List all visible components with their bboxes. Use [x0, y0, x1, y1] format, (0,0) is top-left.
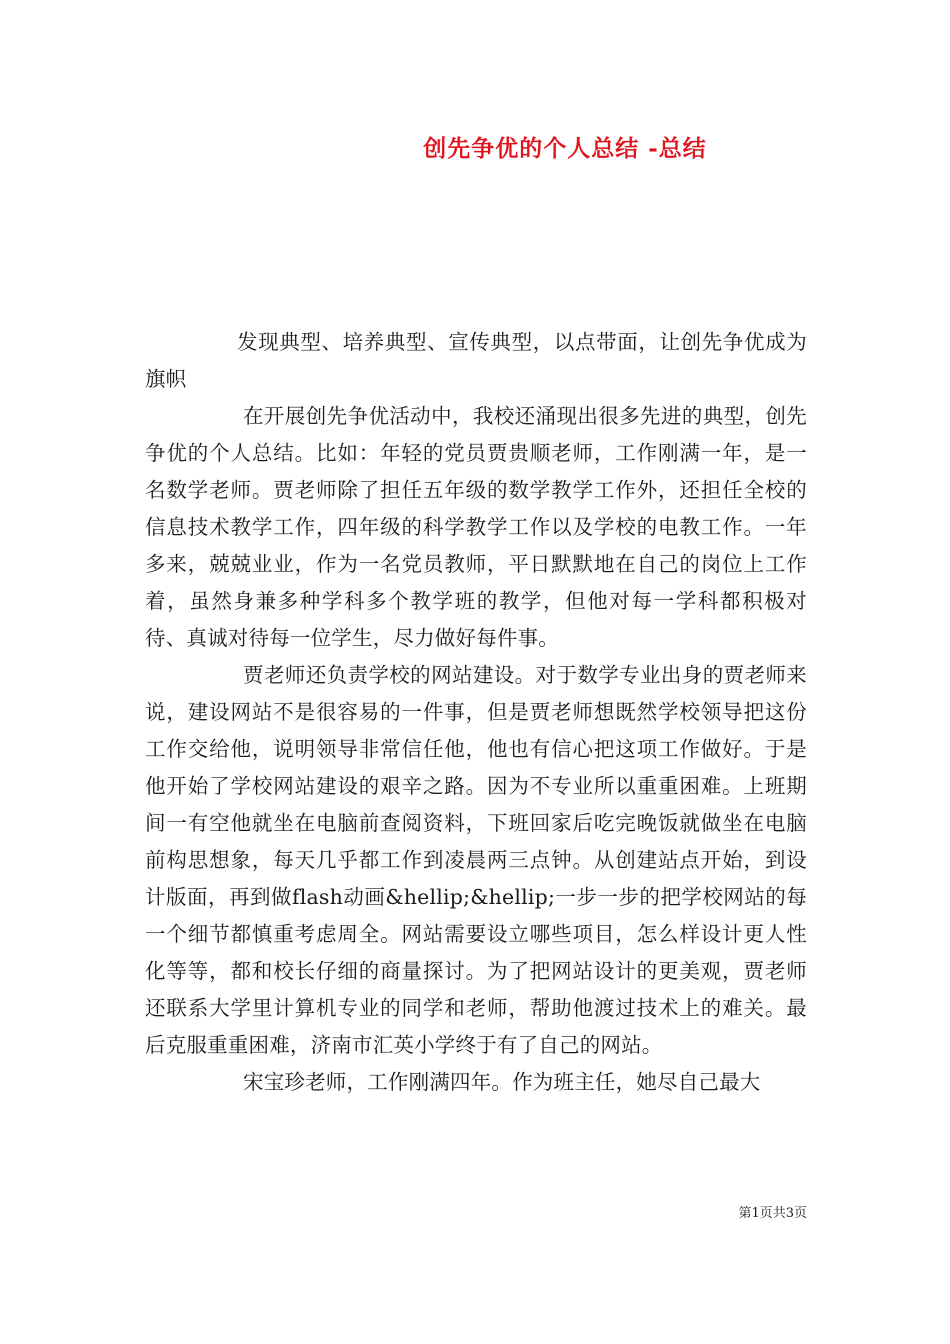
paragraph-3: 贾老师还负责学校的网站建设。对于数学专业出身的贾老师来说，建设网站不是很容易的一件事，但是贾老师想既然学校领导把这份工作交给他，说明领导非常信任他，他也有信心把这项工作做好。于是他开始了学校网站建设的艰辛之路。因为不专业所以重重困难。上班期间一有空他就坐在电脑前查阅资料，下班回家后吃完晚饭就做坐在电脑前构思想象，每天几乎都工作到凌晨两三点钟。从创建站点开始，到设计版面，再到做flash动画&hellip;&hellip;一步一步的把学校网站的每一个细节都慎重考虑周全。网站需要设立哪些项目，怎么样设计更人性化等等，都和校长仔细的商量探讨。为了把网站设计的更美观，贾老师还联系大学里计算机专业的同学和老师，帮助他渡过技术上的难关。最后克服重重困难，济南市汇英小学终于有了自己的网站。	[145, 663, 807, 1057]
paragraph-1: 发现典型、培养典型、宣传典型，以点带面，让创先争优成为旗帜	[145, 330, 807, 391]
paragraph-4: 宋宝珍老师，工作刚满四年。作为班主任，她尽自己最大	[243, 1070, 761, 1094]
document-body	[145, 324, 807, 1101]
paragraph-2: 在开展创先争优活动中，我校还涌现出很多先进的典型，创先争优的个人总结。比如：年轻的党员贾贵顺老师，工作刚满一年，是一名数学老师。贾老师除了担任五年级的数学教学工作外，还担任全校的信息技术教学工作，四年级的科学教学工作以及学校的电教工作。一年多来，兢兢业业，作为一名党员教师，平日默默地在自己的岗位上工作着，虽然身兼多种学科多个教学班的教学，但他对每一学科都积极对待、真诚对待每一位学生，尽力做好每件事。	[145, 404, 807, 650]
page-number-footer: 第1页共3页	[738, 1206, 807, 1221]
document-title: 创先争优的个人总结 -总结	[423, 135, 707, 162]
